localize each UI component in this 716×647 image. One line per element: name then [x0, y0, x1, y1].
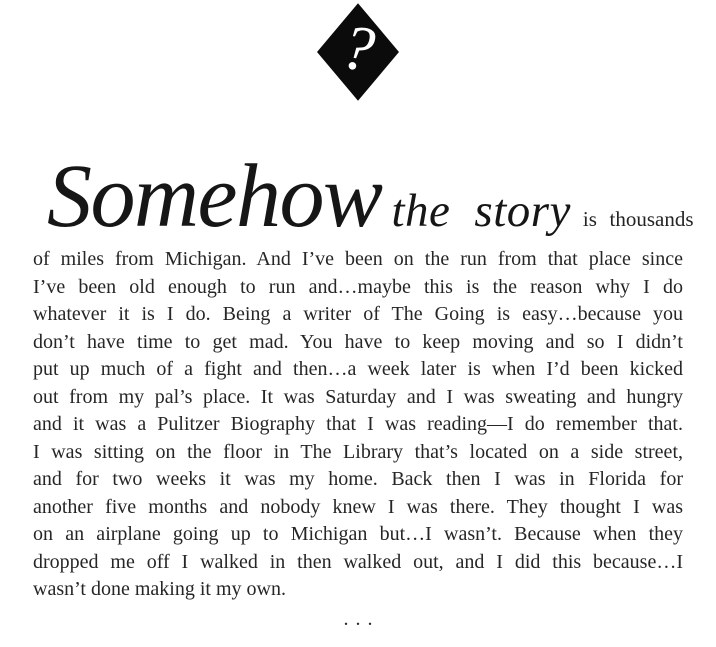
chapter-ornament	[33, 0, 683, 105]
body-line: and for two weeks it was my home. Back then I was in Florida for	[33, 468, 683, 490]
body-line: dropped me off I walked in then walked out, and I did this because…I	[33, 550, 683, 573]
body-line: out from my pal’s place. It was Saturday and I was sweating and hungry	[33, 385, 683, 408]
body-line: put up much of a fight and then…a week later is when I’d been kicked	[33, 358, 683, 380]
body-line: on an airplane going up to Michigan but…I wasn’t. Because when they	[33, 523, 683, 545]
body-line: wasn’t done making it my own.	[33, 578, 286, 600]
body-text	[33, 246, 683, 604]
body-line: of miles from Michigan. And I’ve been on the run from that place since	[33, 248, 683, 270]
body-line: and it was a Pulitzer Biography that I was reading—I do remember that.	[33, 413, 683, 435]
body-line: don’t have time to get mad. You have to keep moving and so I didn’t	[33, 330, 683, 353]
headline-phrase-medium: the story	[391, 185, 571, 237]
body-line: whatever it is I do. Being a writer of The Going is easy…because you	[33, 303, 683, 325]
body-line: I was sitting on the floor in The Library that’s located on a side street,	[33, 440, 683, 463]
section-break-ellipsis: ...	[343, 607, 380, 630]
body-line: another five months and nobody knew I was there. They thought I was	[33, 495, 683, 518]
headline-phrase-small: is thousands	[582, 207, 694, 231]
chapter-opening-line	[47, 147, 694, 246]
question-mark-icon: ?	[336, 10, 380, 86]
headline-word-large: Somehow	[47, 147, 382, 246]
body-line: I’ve been old enough to run and…maybe this is the reason why I do	[33, 275, 683, 298]
